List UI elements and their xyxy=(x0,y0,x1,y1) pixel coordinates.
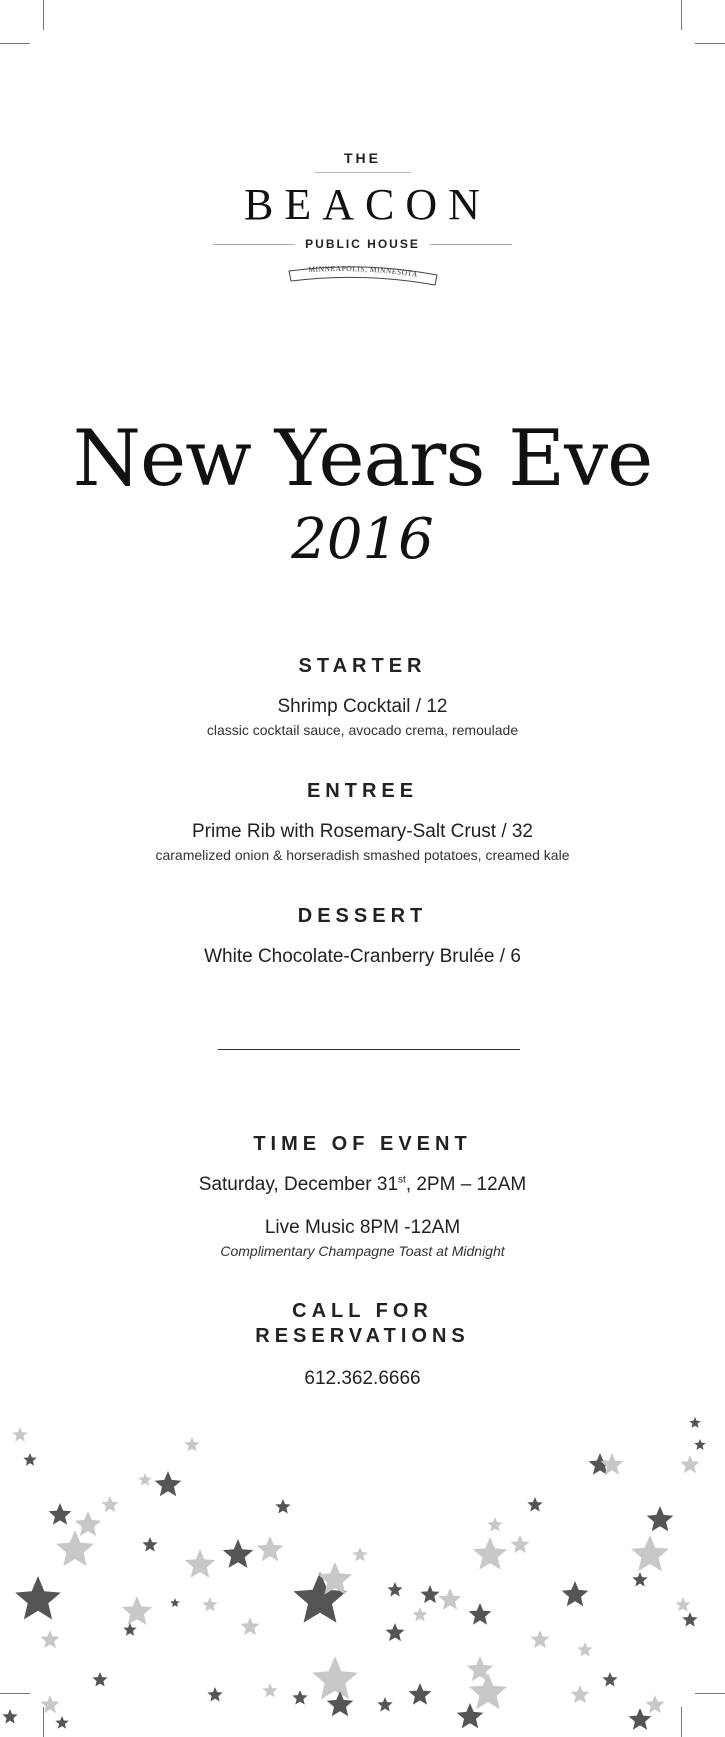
champagne-toast: Complimentary Champagne Toast at Midnight xyxy=(220,1243,505,1259)
star-icon xyxy=(571,1685,590,1703)
entree-description: caramelized onion & horseradish smashed potatoes, creamed kale xyxy=(155,847,570,863)
star-icon xyxy=(207,1687,222,1702)
star-icon xyxy=(694,1439,705,1450)
star-icon xyxy=(646,1695,665,1713)
stars-decoration xyxy=(0,1405,725,1737)
beacon-logo xyxy=(0,150,725,289)
crop-mark-top-left-h xyxy=(0,43,30,44)
star-icon xyxy=(377,1697,392,1712)
star-icon xyxy=(386,1623,405,1641)
star-icon xyxy=(577,1642,592,1657)
star-icon xyxy=(602,1672,617,1687)
star-icon xyxy=(689,1417,700,1428)
event-date-prefix: Saturday, December 31 xyxy=(198,1174,399,1195)
star-icon xyxy=(327,1691,354,1716)
star-icon xyxy=(312,1656,358,1699)
logo-top-rule xyxy=(315,172,411,173)
star-icon xyxy=(23,1453,36,1466)
star-icon xyxy=(75,1511,102,1536)
star-icon xyxy=(223,1539,253,1568)
starter-item: Shrimp Cocktail / 12 xyxy=(277,696,448,717)
star-icon xyxy=(681,1455,700,1473)
star-icon xyxy=(527,1497,542,1512)
logo-subtitle: PUBLIC HOUSE xyxy=(305,237,420,251)
star-icon xyxy=(55,1716,68,1729)
logo-name: BEACON xyxy=(244,180,491,229)
star-icon xyxy=(101,1496,118,1512)
star-icon xyxy=(142,1537,157,1552)
star-icon xyxy=(155,1471,182,1496)
logo-the: THE xyxy=(344,150,381,166)
star-icon xyxy=(682,1612,697,1627)
star-icon xyxy=(421,1585,440,1603)
star-icon xyxy=(15,1576,61,1619)
starter-description: classic cocktail sauce, avocado crema, remoulade xyxy=(206,722,519,738)
logo-rule-left xyxy=(213,244,295,245)
star-icon xyxy=(473,1537,507,1570)
star-icon xyxy=(56,1530,94,1566)
star-icon xyxy=(262,1683,277,1698)
star-icon xyxy=(275,1499,290,1514)
event-date-rest: , 2PM – 12AM xyxy=(405,1174,527,1195)
star-icon xyxy=(49,1503,72,1525)
star-icon xyxy=(184,1437,199,1452)
star-icon xyxy=(412,1607,427,1622)
crop-mark-top-right-v xyxy=(681,0,682,30)
star-icon xyxy=(292,1690,307,1705)
starter-heading: STARTER xyxy=(298,655,427,677)
dessert-item: White Chocolate-Cranberry Brulée / 6 xyxy=(204,946,521,967)
star-icon xyxy=(675,1597,690,1612)
star-icon xyxy=(562,1581,589,1606)
location-text-path: MINNEAPOLIS, MINNESOTA xyxy=(307,263,419,280)
crop-mark-top-left-v xyxy=(43,0,44,30)
section-divider xyxy=(218,1049,520,1050)
star-icon xyxy=(629,1708,652,1730)
star-icon xyxy=(439,1588,462,1610)
reservations-phone[interactable]: 612.362.6666 xyxy=(304,1368,421,1389)
star-icon xyxy=(92,1672,107,1687)
crop-mark-top-right-h xyxy=(695,43,725,44)
star-icon xyxy=(387,1582,402,1597)
star-icon xyxy=(241,1617,260,1635)
event-title: New Years Eve xyxy=(72,414,653,504)
star-icon xyxy=(170,1598,180,1607)
location-ribbon xyxy=(283,259,443,289)
event-year: 2016 xyxy=(291,507,434,572)
star-icon xyxy=(138,1473,151,1486)
logo-rule-right xyxy=(430,244,512,245)
entree-heading: ENTREE xyxy=(306,780,419,802)
reservations-heading-line2: RESERVATIONS xyxy=(255,1325,470,1347)
star-icon xyxy=(123,1623,136,1636)
reservations-heading-line1: CALL FOR xyxy=(292,1300,433,1322)
location-text xyxy=(308,264,418,279)
star-icon xyxy=(487,1517,502,1532)
star-icon xyxy=(12,1427,27,1442)
event-date-suffix: st xyxy=(398,1174,406,1186)
time-heading: TIME OF EVENT xyxy=(253,1133,472,1155)
star-icon xyxy=(511,1535,530,1553)
star-icon xyxy=(631,1535,669,1571)
star-icon xyxy=(2,1709,17,1724)
star-icon xyxy=(122,1596,152,1625)
entree-item: Prime Rib with Rosemary-Salt Crust / 32 xyxy=(191,821,534,842)
star-icon xyxy=(632,1572,647,1587)
logo-subtitle-row xyxy=(0,237,725,251)
star-icon xyxy=(41,1695,60,1713)
live-music: Live Music 8PM -12AM xyxy=(264,1217,461,1238)
star-icon xyxy=(185,1549,215,1578)
star-icon xyxy=(531,1630,550,1648)
star-icon xyxy=(352,1547,367,1562)
event-date xyxy=(0,1174,725,1196)
star-icon xyxy=(41,1630,60,1648)
star-icon xyxy=(409,1683,432,1705)
star-icon xyxy=(202,1597,217,1612)
star-icon xyxy=(257,1536,284,1561)
dessert-heading: DESSERT xyxy=(297,905,428,927)
star-icon xyxy=(647,1506,674,1531)
star-icon xyxy=(469,1603,492,1625)
